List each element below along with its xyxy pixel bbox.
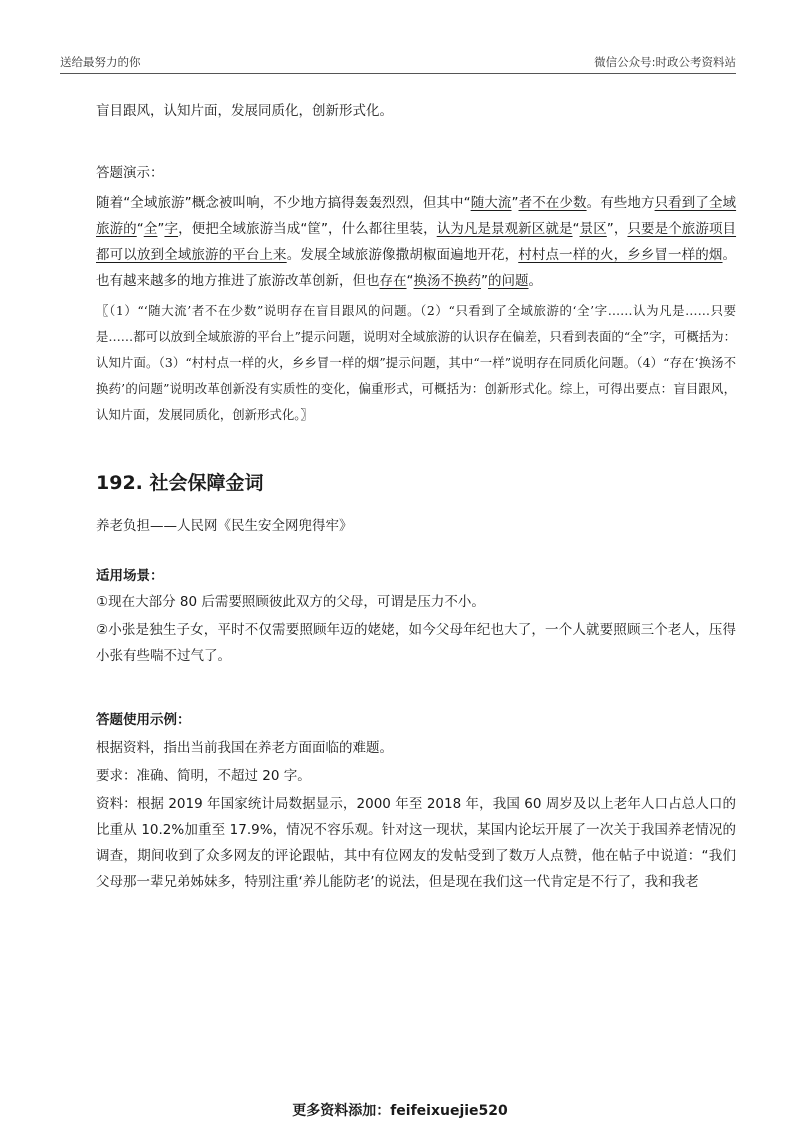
demo-paragraph: 随着“全域旅游”概念被叫响，不少地方搞得轰轰烈烈，但其中“随大流”者不在少数。有些地方只看到了全域旅游的“全”字，便把全域旅游当成“筐”，什么都往里装，认为凡是景观新区就是“景区”，只要是个旅游项目都可以放到全域旅游的平台上来。发展全域旅游像撒胡椒面遍地开花，村村点一样的火，乡乡冒一样的烟。也有越来越多的地方推进了旅游改革创新，但也存在“换汤不换药”的问题。 (96, 195, 737, 289)
scene-item: ②小张是独生子女，平时不仅需要照顾年迈的姥姥，如今父母年纪也大了，一个人就要照顾三个老人，压得小张有些喘不过气了。 (96, 622, 736, 664)
underlined-phrase: 字 (164, 221, 179, 237)
underlined-phrase: 者不在少数 (518, 195, 587, 211)
underlined-phrase: 认为凡是景观新区就是 (436, 221, 573, 237)
footer-contact: 更多资料添加：feifeixuejie520 (292, 1103, 508, 1119)
document-body (96, 98, 736, 895)
header-divider (60, 73, 736, 74)
analysis-paragraph: 〖（1）“‘随大流’者不在少数”说明存在盲目跟风的问题。（2）“只看到了全域旅游的‘全’字……认为凡是……只要是……都可以放到全域旅游的平台上”提示问题，说明对全域旅游的认识存在偏差，只看到表面的“全”字，可概括为：认知片面。（3）“村村点一样的火，乡乡冒一样的烟”提示问题，其中“一样”说明存在同质化问题。（4）“存在‘换汤不换药’的问题”说明改革创新没有实质性的变化，偏重形式，可概括为：创新形式化。综上，可得出要点：盲目跟风，认知片面，发展同质化，创新形式化。〗 (96, 303, 736, 422)
underlined-phrase: 存在 (379, 273, 407, 289)
material-text: 资料：根据 2019 年国家统计局数据显示，2000 年至 2018 年，我国 60 周岁及以上老年人口占总人口的比重从 10.2%加重至 17.9%，情况不容乐观。针对这一现状，某国内论坛开展了一次关于我国养老情况的调查，期间收到了众多网友的评论跟帖，其中有位网友的发帖受到了数万人点赞，他在帖子中说道：“我们父母那一辈兄弟姊妹多，特别注重‘养儿能防老’的说法，但是现在我们这一代肯定是不行了，我和我老 (96, 796, 736, 890)
intro-line: 盲目跟风，认知片面，发展同质化，创新形式化。 (96, 103, 393, 119)
demo-label: 答题演示： (96, 165, 164, 181)
underlined-phrase: 的问题 (488, 273, 529, 289)
underlined-phrase: 随大流 (470, 195, 512, 211)
requirement-text: 要求：准确、简明，不超过 20 字。 (96, 768, 311, 784)
section-title: 192. 社会保障金词 (96, 472, 264, 494)
scene-item: ①现在大部分 80 后需要照顾彼此双方的父母，可谓是压力不小。 (96, 594, 485, 610)
example-label: 答题使用示例： (96, 712, 191, 728)
header-right-text: 微信公众号:时政公考资料站 (594, 55, 736, 69)
underlined-phrase: 只要是个旅游项目都可以放到全域旅游的平台上来 (96, 221, 737, 263)
subtitle: 养老负担——人民网《民生安全网兜得牢》 (96, 518, 353, 534)
scenes-label: 适用场景： (96, 568, 164, 584)
underlined-phrase: 景区 (579, 221, 607, 237)
underlined-phrase: 全 (143, 221, 158, 237)
underlined-phrase: 村村点一样的火，乡乡冒一样的烟 (518, 247, 723, 263)
underlined-phrase: 只看到了全域旅游的 (96, 195, 737, 237)
question-text: 根据资料，指出当前我国在养老方面面临的难题。 (96, 740, 393, 756)
header-left-text: 送给最努力的你 (60, 55, 141, 69)
underlined-phrase: 换汤不换药 (413, 273, 481, 289)
